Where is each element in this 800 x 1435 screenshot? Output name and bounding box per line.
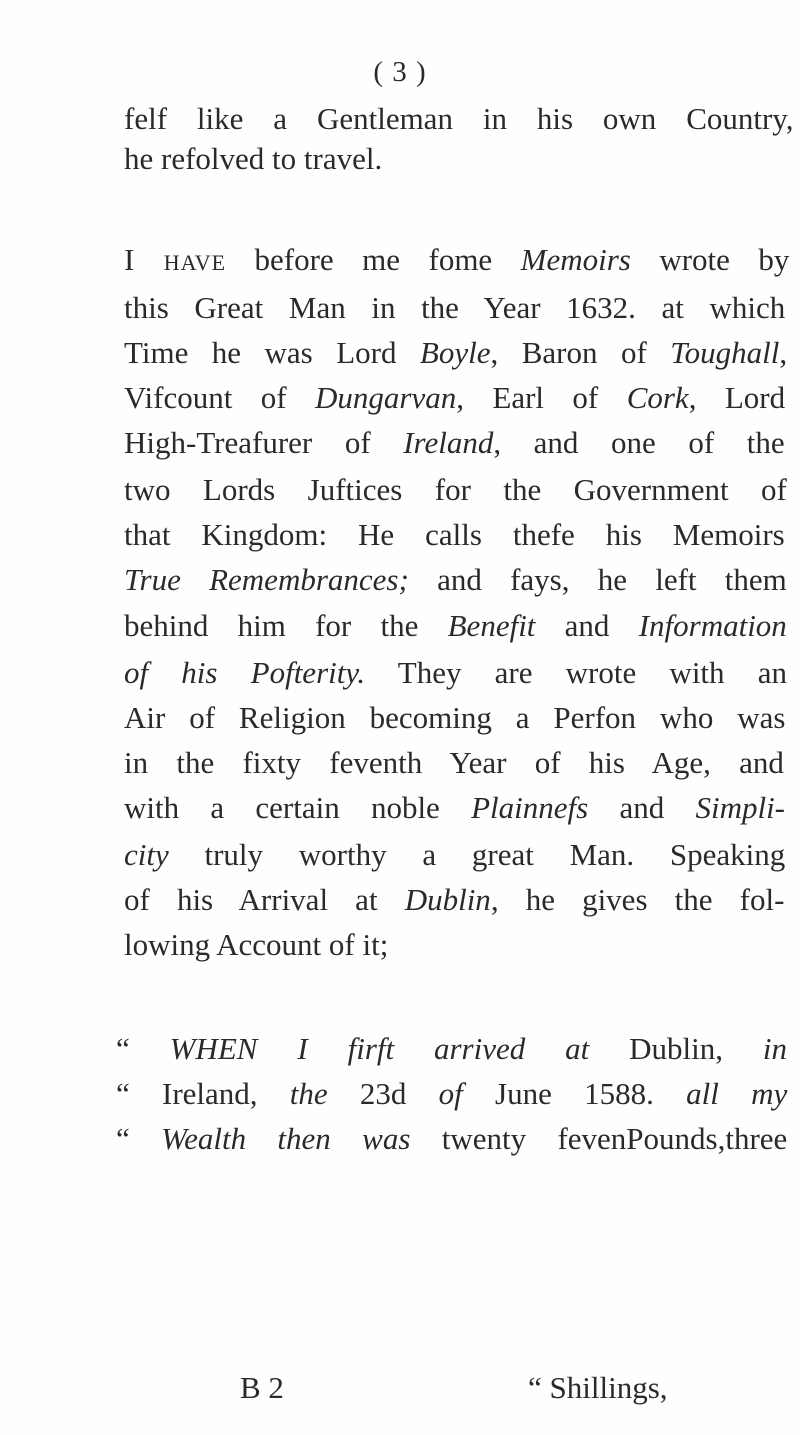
text-run: this Great Man in the Year 1632. at which xyxy=(124,290,786,325)
text-run: have xyxy=(134,242,227,277)
text-line xyxy=(124,286,785,330)
text-run: Vifcount of xyxy=(124,380,315,415)
italic-run: Dungarvan xyxy=(315,380,457,415)
text-run: with a certain noble xyxy=(124,790,472,825)
text-line xyxy=(124,878,784,922)
text-run: in the fixty feventh Year of his Age, and xyxy=(124,745,784,780)
text-run: felf like a Gentleman in his own Country, xyxy=(124,101,794,136)
italic-run: Plainnefs xyxy=(471,790,589,825)
text-run: , and one of the xyxy=(493,425,785,460)
text-run: Air of Religion becoming a Perfon who was xyxy=(124,700,786,735)
italic-run: in xyxy=(762,1031,788,1066)
italic-run: Dublin xyxy=(404,882,491,917)
text-run: and xyxy=(535,608,639,643)
text-run: “ xyxy=(116,1031,170,1066)
text-line xyxy=(116,1117,787,1161)
italic-run: Benefit xyxy=(447,608,536,643)
italic-run: of his Pofterity. xyxy=(124,655,366,690)
text-line xyxy=(124,558,787,602)
italic-run: Boyle xyxy=(419,335,491,370)
text-run: of his Arrival at xyxy=(124,882,405,917)
text-line xyxy=(124,604,787,648)
text-run: he refolved to travel. xyxy=(124,141,383,176)
text-run: Time he was Lord xyxy=(124,335,420,370)
text-line xyxy=(124,376,785,420)
text-line xyxy=(124,97,794,141)
text-line xyxy=(124,238,789,282)
text-run: behind him for the xyxy=(124,608,448,643)
text-run: and fays, he left them xyxy=(408,562,787,597)
text-run: and xyxy=(588,790,696,825)
text-run: that Kingdom: He calls thefe his Memoirs xyxy=(124,517,785,552)
text-run: 23d xyxy=(327,1076,439,1111)
italic-run: Ireland xyxy=(403,425,494,460)
text-run: lowing Account of it; xyxy=(124,927,389,962)
text-line xyxy=(124,331,787,375)
text-line xyxy=(116,1072,787,1116)
catchword: “ Shillings, xyxy=(528,1370,668,1405)
italic-run: city xyxy=(124,837,169,872)
text-line xyxy=(124,468,787,512)
italic-run: True Remembrances; xyxy=(124,562,409,597)
italic-run: the xyxy=(289,1076,328,1111)
text-line xyxy=(124,786,785,830)
page-number-header: ( 3 ) xyxy=(373,56,427,88)
italic-run: Toughall xyxy=(670,335,780,370)
text-run: High-Treafurer of xyxy=(124,425,404,460)
text-line xyxy=(124,741,784,785)
text-run: June 1588. xyxy=(462,1076,687,1111)
text-run: two Lords Juftices for the Government of xyxy=(124,472,787,507)
text-line xyxy=(124,513,785,557)
text-run: , Earl of xyxy=(456,380,627,415)
text-run: before me fome xyxy=(226,242,521,277)
text-run: , xyxy=(779,335,788,370)
text-run: twenty fevenPounds,three xyxy=(410,1121,788,1156)
text-run: “ Ireland, xyxy=(116,1076,290,1111)
text-run: , he gives the fol- xyxy=(490,882,785,917)
text-line xyxy=(116,1027,787,1071)
italic-run: all my xyxy=(686,1076,788,1111)
italic-run: Information xyxy=(638,608,787,643)
text-line xyxy=(124,923,388,967)
text-line xyxy=(124,421,785,465)
italic-run: of xyxy=(438,1076,463,1111)
text-run: I xyxy=(124,242,135,277)
text-line xyxy=(124,651,787,695)
text-line xyxy=(124,137,382,181)
text-run: , Baron of xyxy=(490,335,671,370)
text-run: truly worthy a great Man. Speaking xyxy=(168,837,786,872)
signature-mark: B 2 xyxy=(240,1370,284,1405)
text-line xyxy=(124,833,785,877)
text-run: They are wrote with an xyxy=(365,655,787,690)
italic-run: Cork xyxy=(626,380,689,415)
italic-run: Memoirs xyxy=(520,242,631,277)
text-run: Dublin, xyxy=(589,1031,763,1066)
text-run: , Lord xyxy=(688,380,786,415)
text-run: “ xyxy=(116,1121,162,1156)
italic-run: Wealth then was xyxy=(161,1121,411,1156)
text-run: wrote by xyxy=(630,242,790,277)
text-line xyxy=(124,696,785,740)
italic-run: WHEN I firft arrived at xyxy=(169,1031,590,1066)
italic-run: Simpli- xyxy=(695,790,786,825)
